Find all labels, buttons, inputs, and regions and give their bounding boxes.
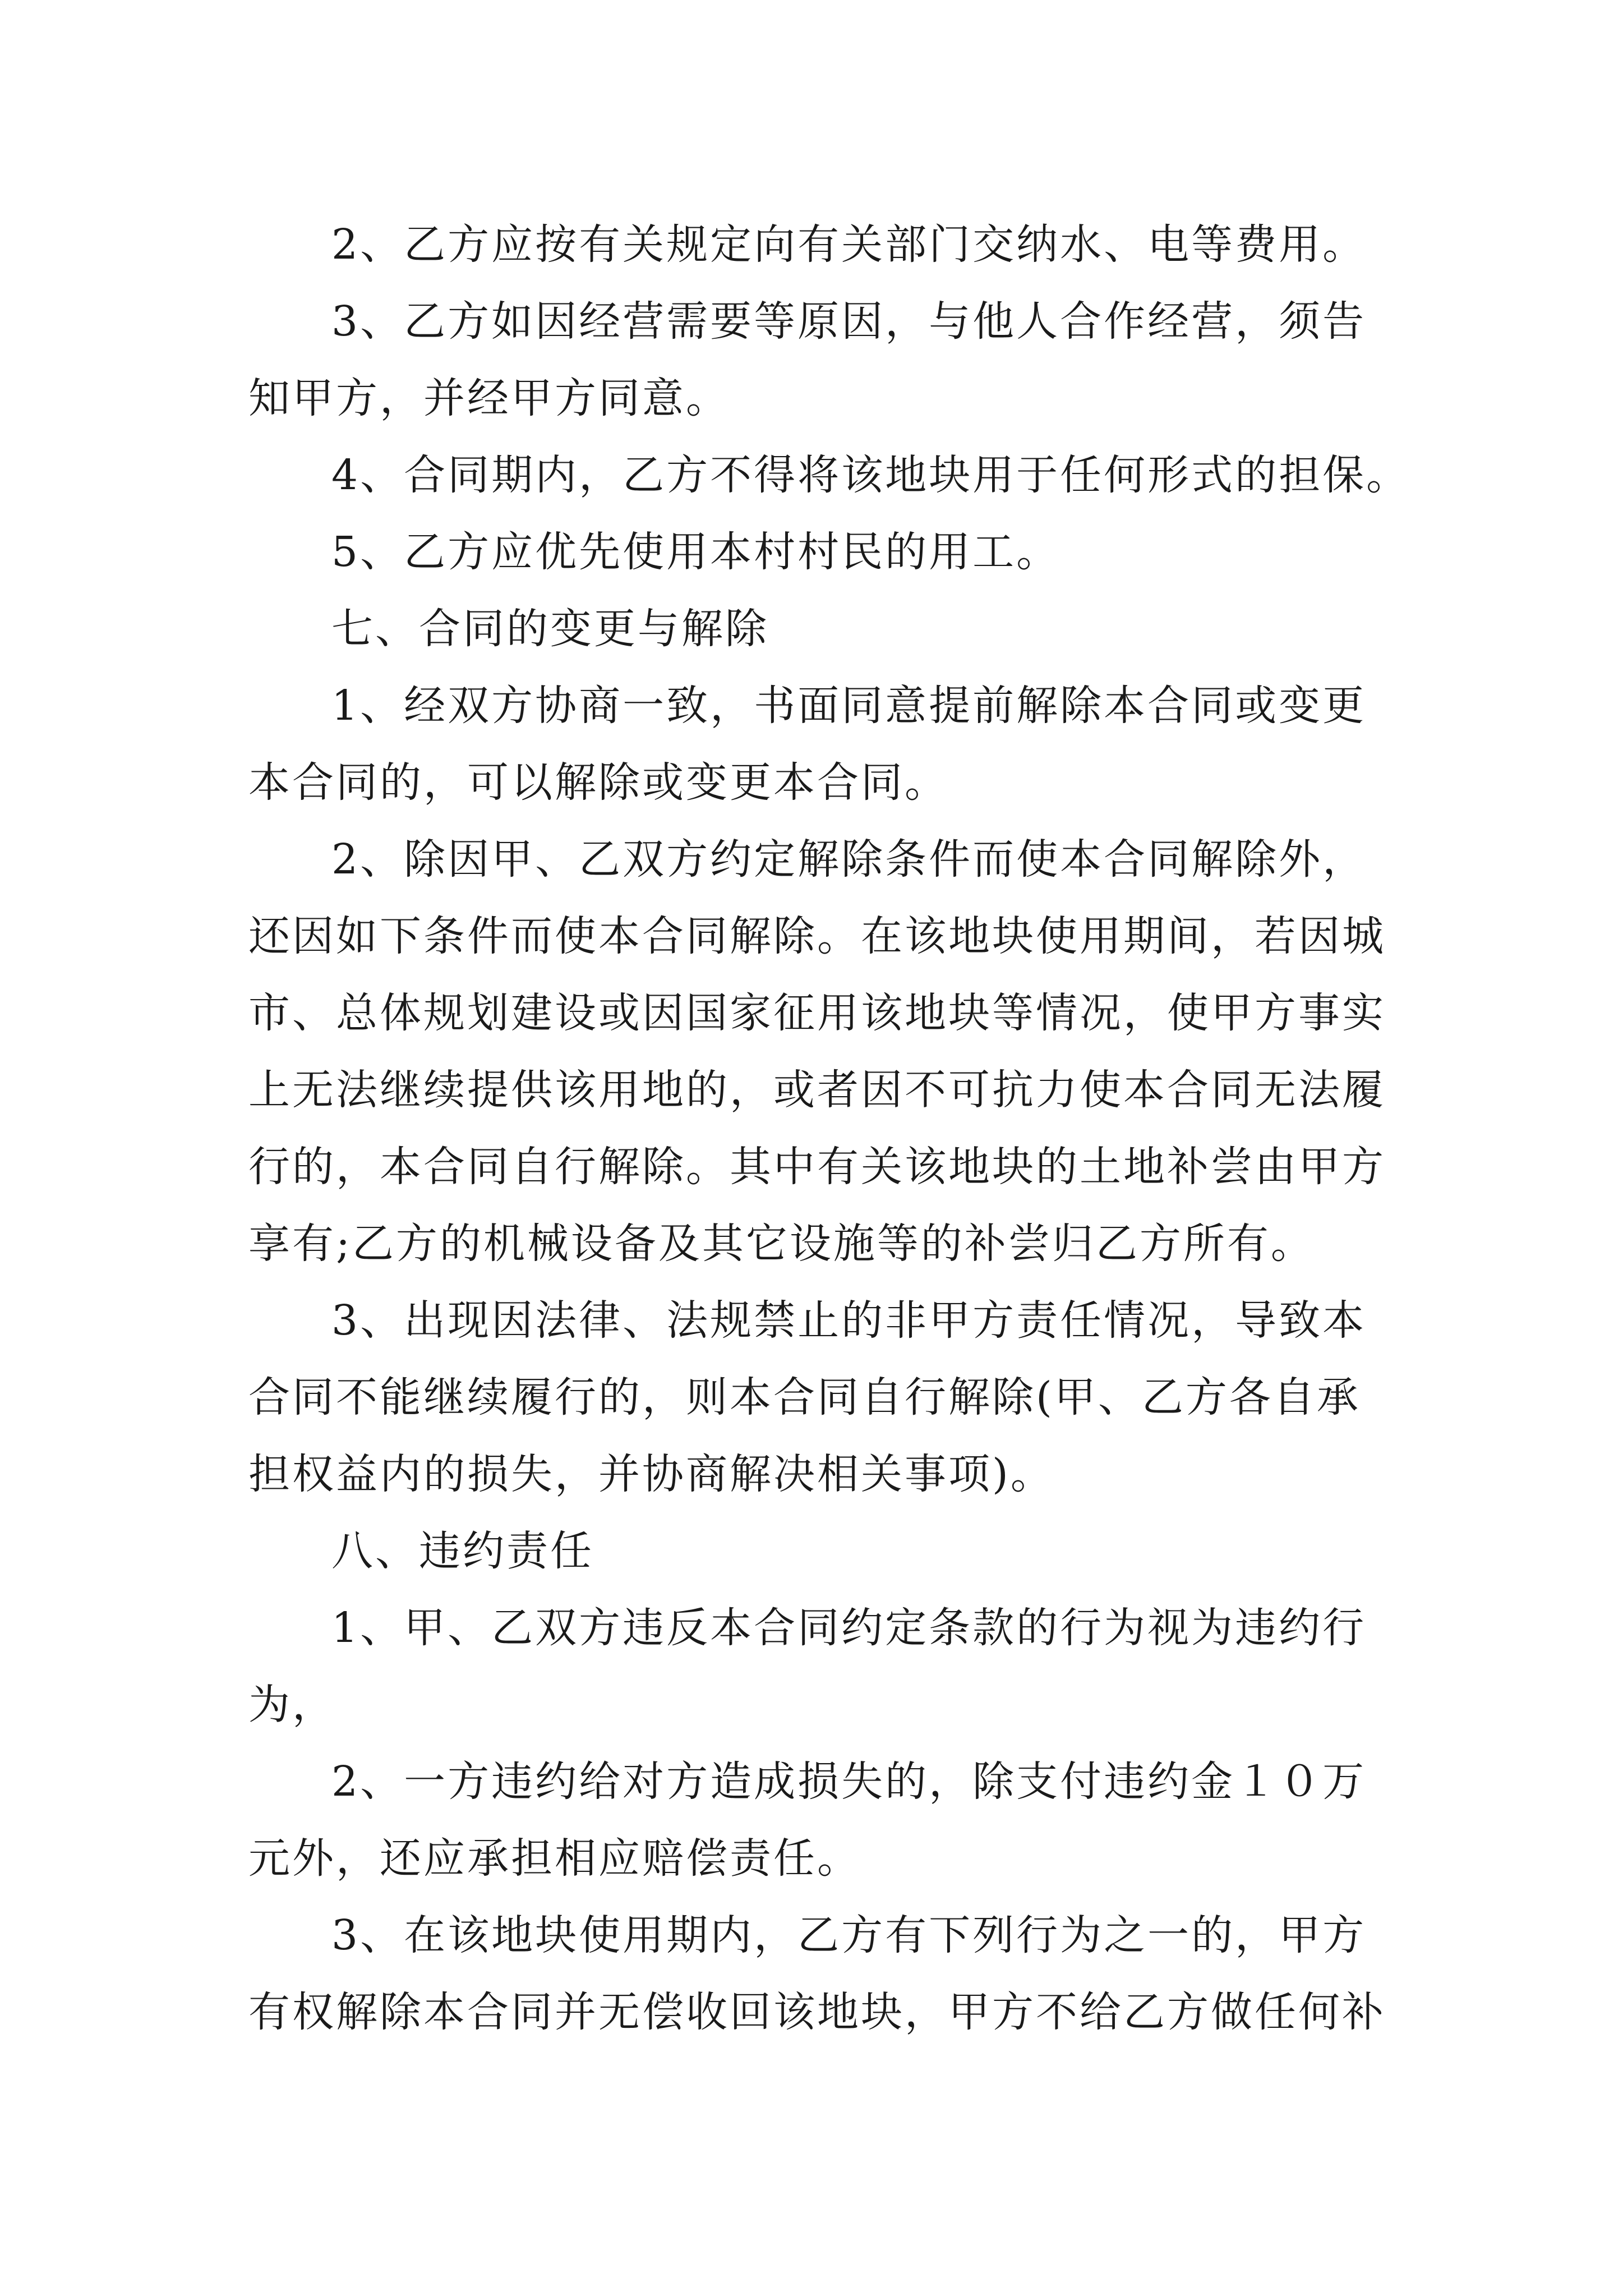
text-line: 1、经双方协商一致，书面同意提前解除本合同或变更 bbox=[331, 682, 1367, 730]
paragraph-land-recovery bbox=[248, 1897, 1387, 2051]
paragraph-other-termination bbox=[248, 821, 1387, 1282]
paragraph-utility-fees bbox=[248, 206, 1387, 283]
text-line: 2、乙方应按有关规定向有关部门交纳水、电等费用。 bbox=[331, 220, 1367, 269]
text-line: 八、违约责任 bbox=[331, 1527, 594, 1575]
text-line: 还因如下条件而使本合同解除。在该地块使用期间，若因城 bbox=[248, 912, 1386, 960]
text-line: 4、合同期内，乙方不得将该地块用于任何形式的担保。 bbox=[331, 451, 1410, 499]
text-line: 知甲方，并经甲方同意。 bbox=[248, 374, 730, 422]
paragraph-no-guarantee bbox=[248, 437, 1410, 514]
text-line: 市、总体规划建设或因国家征用该地块等情况，使甲方事实 bbox=[248, 989, 1386, 1037]
paragraph-penalty bbox=[248, 1743, 1387, 1897]
paragraph-breach-definition bbox=[248, 1590, 1387, 1743]
text-line: 5、乙方应优先使用本村村民的用工。 bbox=[331, 528, 1061, 576]
text-line: 有权解除本合同并无偿收回该地块，甲方不给乙方做任何补 bbox=[248, 1988, 1386, 2036]
text-line: 合同不能继续履行的，则本合同自行解除(甲、乙方各自承 bbox=[248, 1373, 1361, 1421]
paragraph-local-labor bbox=[248, 514, 1387, 591]
paragraph-cooperation bbox=[248, 283, 1387, 437]
text-line: 3、出现因法律、法规禁止的非甲方责任情况，导致本 bbox=[331, 1296, 1367, 1345]
text-line: 3、在该地块使用期内，乙方有下列行为之一的，甲方 bbox=[331, 1911, 1367, 1959]
text-line: 本合同的，可以解除或变更本合同。 bbox=[248, 758, 948, 807]
paragraph-legal-termination bbox=[248, 1282, 1387, 1513]
text-line: 3、乙方如因经营需要等原因，与他人合作经营，须告 bbox=[331, 297, 1367, 346]
text-line: 元外，还应承担相应赔偿责任。 bbox=[248, 1834, 861, 1883]
text-line: 上无法继续提供该用地的，或者因不可抗力使本合同无法履 bbox=[248, 1066, 1386, 1114]
section-heading-change-termination bbox=[248, 591, 1387, 668]
text-line: 2、一方违约给对方造成损失的，除支付违约金１０万 bbox=[331, 1757, 1367, 1806]
text-line: 享有;乙方的机械设备及其它设施等的补尝归乙方所有。 bbox=[248, 1220, 1315, 1268]
section-heading-breach-liability bbox=[248, 1513, 1387, 1590]
paragraph-mutual-termination bbox=[248, 668, 1387, 821]
document-body bbox=[248, 206, 1410, 2051]
text-line: 行的，本合同自行解除。其中有关该地块的土地补尝由甲方 bbox=[248, 1143, 1386, 1191]
text-line: 2、除因甲、乙双方约定解除条件而使本合同解除外， bbox=[331, 835, 1367, 884]
text-line: 1、甲、乙双方违反本合同约定条款的行为视为违约行 bbox=[331, 1604, 1367, 1652]
text-line: 为， bbox=[248, 1681, 336, 1729]
text-line: 担权益内的损失，并协商解决相关事项)。 bbox=[248, 1450, 1054, 1498]
text-line: 七、合同的变更与解除 bbox=[331, 605, 769, 653]
